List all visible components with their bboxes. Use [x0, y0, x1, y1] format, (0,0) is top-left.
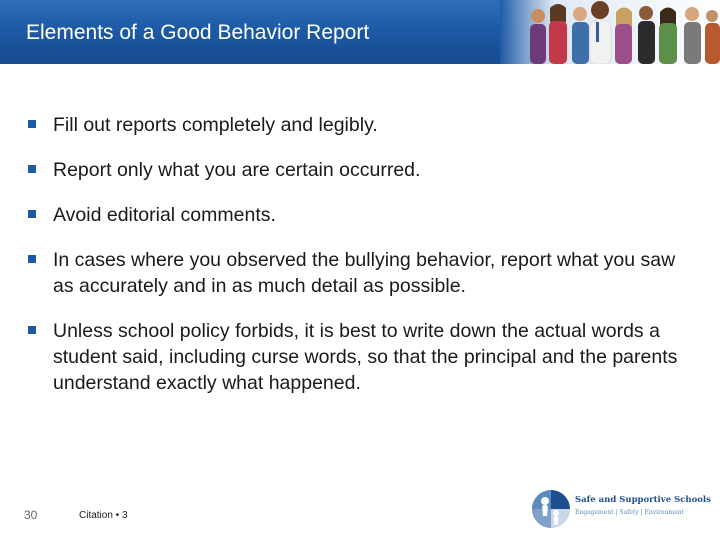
bullet-text: Avoid editorial comments. [53, 204, 276, 226]
bullet-text: Fill out reports completely and legibly. [53, 114, 378, 136]
students-photo [500, 0, 720, 64]
square-bullet-icon [28, 210, 36, 218]
globe-logo-icon [528, 484, 574, 530]
bullet-item [28, 318, 698, 396]
safe-supportive-schools-logo [528, 484, 711, 534]
bullet-text: In cases where you observed the bullying behavior, report what you saw as accurately and in as much detail as possible. [53, 249, 676, 297]
square-bullet-icon [28, 120, 36, 128]
logo-tagline: Engagement | Safety | Environment [575, 509, 684, 516]
square-bullet-icon [28, 326, 36, 334]
bullet-text: Report only what you are certain occurred. [53, 159, 421, 181]
slide-title: Elements of a Good Behavior Report [26, 21, 370, 44]
title-bar [0, 0, 720, 64]
bullet-text: Unless school policy forbids, it is best to write down the actual words a student said, including curse words, so that the principal and the parents understand exactly what happened. [53, 320, 678, 394]
square-bullet-icon [28, 255, 36, 263]
bullet-item [28, 202, 698, 228]
bullet-list [28, 112, 698, 415]
bullet-item [28, 157, 698, 183]
bullet-item [28, 112, 698, 138]
logo-name: Safe and Supportive Schools [575, 495, 711, 505]
bullet-item [28, 247, 698, 299]
square-bullet-icon [28, 165, 36, 173]
citation: Citation • 3 [79, 510, 128, 521]
page-number: 30 [24, 508, 38, 522]
